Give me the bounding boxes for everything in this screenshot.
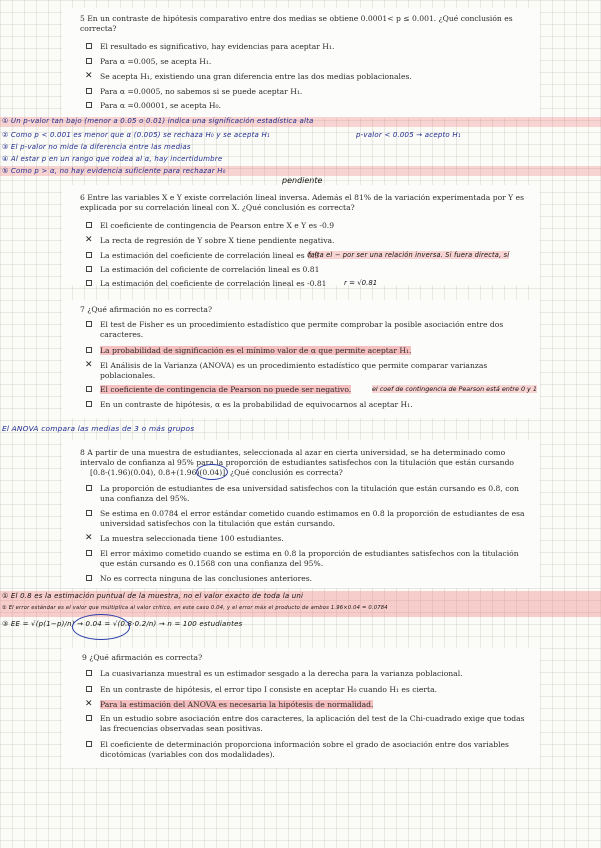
q6-option-1-text: El coeficiente de contingencia de Pearson entre X e Y es -0.9 xyxy=(100,221,335,230)
q5-note-5: ⑤ Como p > α, no hay evidencia suficiente para rechazar H₀ xyxy=(2,167,226,175)
q5-option-4[interactable] xyxy=(100,87,530,97)
selected-x-mark: ✕ xyxy=(85,533,93,543)
q9-option-2-text: En un contraste de hipótesis, el error tipo I consiste en aceptar H₀ cuando H₁ es cierta. xyxy=(100,685,438,694)
q6-option-4-text: La estimación del coficiente de correlación lineal es 0.81 xyxy=(100,265,320,274)
q8-option-3-text: La muestra seleccionada tiene 100 estudiantes. xyxy=(100,534,284,543)
q5-option-3-text: Se acepta H₁, existiendo una gran diferencia entre las dos medias poblacionales. xyxy=(100,72,412,81)
q5-option-4-text: Para α =0.0005, no sabemos si se puede aceptar H₁. xyxy=(100,87,303,96)
q5-note-3: ③ El p-valor no mide la diferencia entre las medias xyxy=(2,143,191,151)
q5-option-3[interactable] xyxy=(85,71,530,82)
q7-option-3[interactable] xyxy=(85,360,530,381)
q6-option-1[interactable] xyxy=(100,221,530,231)
q8-option-3[interactable] xyxy=(85,533,530,544)
q5-side-note: p-valor < 0.005 → acepto H₁ xyxy=(356,131,461,139)
q5-option-2[interactable] xyxy=(100,57,530,67)
q8-option-5[interactable] xyxy=(100,574,530,584)
q8-option-2-text: Se estima en 0.0784 el error estándar cometido cuando estimamos en 0.8 la proporción de estudiantes de esa universidad satisfechos con la titulación que están cursando. xyxy=(100,509,525,528)
question-6-text: 6 Entre las variables X e Y existe correlación lineal inversa. Además el 81% de la variación experimentada por Y es explicada por su correlación lineal con X. ¿Qué conclusión es correcta? xyxy=(80,193,524,212)
q6-option-5-text: La estimación del coeficiente de correlación lineal es -0.81 xyxy=(100,279,327,288)
q8-option-5-text: No es correcta ninguna de las conclusiones anteriores. xyxy=(100,574,312,583)
q6-note-opt5: r = √0.81 xyxy=(344,279,378,287)
q6-note-opt3: falta el − por ser una relación inversa. Si fuera directa, sí xyxy=(308,251,510,259)
q6-pending-note: pendiente xyxy=(282,176,323,185)
q7-option-3-text: El Análisis de la Varianza (ANOVA) es un procedimiento estadístico que permite comparar varianzas poblacionales. xyxy=(100,361,488,380)
q8-option-1[interactable] xyxy=(100,484,530,504)
q9-option-5-text: El coeficiente de determinación proporciona información sobre el grado de asociación entre dos variables dicotómicas (variables con dos modalidades). xyxy=(100,740,509,759)
q6-option-2-text: La recta de regresión de Y sobre X tiene pendiente negativa. xyxy=(100,236,335,245)
q8-note-3: ③ EE = √(p(1−p)/n) → 0.04 = √(0.8·0.2/n) → n = 100 estudiantes xyxy=(2,620,243,628)
q6-option-4[interactable] xyxy=(100,265,530,275)
question-9-text: 9 ¿Qué afirmación es correcta? xyxy=(82,653,203,662)
selected-x-mark: ✕ xyxy=(85,235,93,245)
q7-note-anova: El ANOVA compara las medias de 3 o más grupos xyxy=(2,424,195,433)
q8-option-2[interactable] xyxy=(100,509,530,529)
q6-option-2[interactable] xyxy=(85,235,530,246)
q7-option-5-text: En un contraste de hipótesis, α es la probabilidad de equivocarnos al aceptar H₁. xyxy=(100,400,413,409)
selected-x-mark: ✕ xyxy=(85,360,93,370)
q9-option-4-text: En un estudio sobre asociación entre dos caracteres, la aplicación del test de la Chi-cuadrado exige que todas las frecuencias observadas sean positivas. xyxy=(100,714,525,733)
q7-note-opt4: el coef de contingencia de Pearson está entre 0 y 1 xyxy=(372,385,537,393)
selected-x-mark: ✕ xyxy=(85,699,93,709)
q6-option-3-text: La estimación del coeficiente de correlación lineal es 0.9 xyxy=(100,251,320,260)
selected-x-mark: ✕ xyxy=(85,71,93,81)
q5-note-1: ① Un p-valor tan bajo (menor a 0.05 o 0.01) indica una significación estadística alta xyxy=(2,117,314,125)
q7-option-1[interactable] xyxy=(100,320,530,340)
q8-note-2: ② El error estándar es el valor que multiplica al valor crítico, en este caso 0.04, y el error máx el producto de ambos 1.96×0.04 = 0.0784 xyxy=(2,605,388,611)
q9-option-4[interactable] xyxy=(100,714,530,734)
question-5-text: 5 En un contraste de hipótesis comparativo entre dos medias se obtiene 0.0001< p ≤ 0.001. ¿Qué conclusión es correcta? xyxy=(80,14,513,33)
q5-option-5-text: Para α =0.00001, se acepta H₀. xyxy=(100,101,222,110)
question-8-text: 8 A partir de una muestra de estudiantes, seleccionada al azar en cierta universidad, se ha determinado como intervalo de confianza al 95% para la proporción de estudiantes satisfechos con la titulación que están cursando xyxy=(80,448,515,467)
q7-option-2-text: La probabilidad de significación es el mínimo valor de α que permite aceptar H₁. xyxy=(100,346,412,355)
q7-option-2[interactable] xyxy=(100,346,530,356)
circle-annotation xyxy=(72,614,130,640)
q7-option-4-text: El coeficiente de contingencia de Pearson no puede ser negativo. xyxy=(100,385,352,394)
question-8-interval: [0.8-(1.96)(0.04), 0.8+(1.96)(0.04)]. ¿Qué conclusión es correcta? xyxy=(90,468,343,477)
q8-note-1: ① El 0.8 es la estimación puntual de la muestra, no el valor exacto de toda la uni xyxy=(2,592,304,600)
q8-option-4-text: El error máximo cometido cuando se estima en 0.8 la proporción de estudiantes satisfechos con la titulación que están cursando es 0.1568 con una confianza del 95%. xyxy=(100,549,519,568)
q9-option-5[interactable] xyxy=(100,740,530,760)
q5-note-4: ④ Al estar p en un rango que rodea al α, hay incertidumbre xyxy=(2,155,223,163)
q7-option-5[interactable] xyxy=(100,400,530,410)
q9-option-1[interactable] xyxy=(100,669,530,679)
circle-annotation xyxy=(196,464,228,480)
q7-option-1-text: El test de Fisher es un procedimiento estadístico que permite comprobar la posible asociación entre dos caracteres. xyxy=(100,320,504,339)
q6-option-5[interactable] xyxy=(100,279,530,289)
q9-option-1-text: La cuasivarianza muestral es un estimador sesgado a la derecha para la varianza poblacional. xyxy=(100,669,463,678)
q5-option-1[interactable] xyxy=(100,42,530,52)
q8-option-4[interactable] xyxy=(100,549,530,569)
q8-option-1-text: La proporción de estudiantes de esa universidad satisfechos con la titulación que están cursando es 0.8, con una confianza del 95%. xyxy=(100,484,519,503)
q9-option-2[interactable] xyxy=(100,685,530,695)
q9-option-3-text: Para la estimación del ANOVA es necesaria la hipótesis de normalidad. xyxy=(100,700,374,709)
q5-option-1-text: El resultado es significativo, hay evidencias para aceptar H₁. xyxy=(100,42,335,51)
q9-option-3[interactable] xyxy=(85,699,530,710)
q5-option-2-text: Para α =0.005, se acepta H₁. xyxy=(100,57,212,66)
question-7-text: 7 ¿Qué afirmación no es correcta? xyxy=(80,305,213,314)
q5-note-2: ② Como p < 0.001 es menor que α (0.005) se rechaza H₀ y se acepta H₁ xyxy=(2,131,270,139)
q5-option-5[interactable] xyxy=(100,101,530,111)
